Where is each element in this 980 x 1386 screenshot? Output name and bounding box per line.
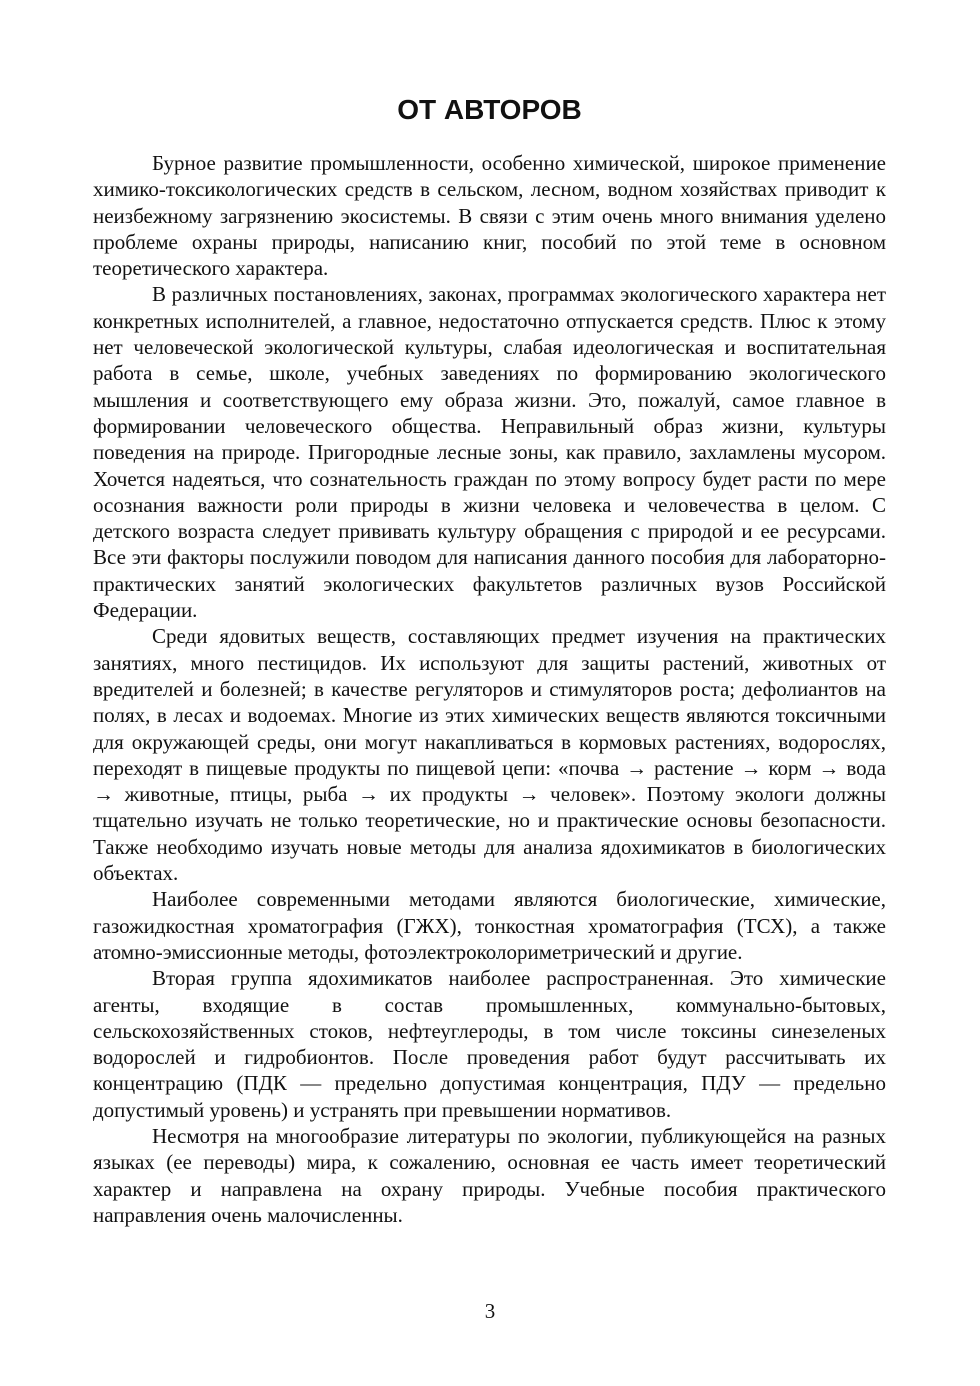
document-page <box>93 92 886 1228</box>
paragraph-3: Среди ядовитых веществ, составляющих предмет изучения на практических занятиях, много пестицидов. Их используют для защиты растений, животных от вредителей и болезней; в качестве регуляторов и стимуляторов роста; дефолиантов на полях, в лесах и водоемах. Многие из этих химических веществ являются токсичными для окружающей среды, они могут накапливаться в кормовых растениях, водорослях, переходят в пищевые продукты по пищевой цепи: «почва → растение → корм → вода → животные, птицы, рыба → их продукты → человек». Поэтому экологи должны тщательно изучать не только теоретические, но и практические основы безопасности. Также необходимо изучать новые методы для анализа ядохимикатов в биологических объектах. <box>93 624 886 886</box>
paragraph-1: Бурное развитие промышленности, особенно химической, широкое применение химико-токсикологических средств в сельском, лесном, водном хозяйствах приводит к неизбежному загрязнению экосистемы. В связи с этим очень много внимания уделено проблеме охраны природы, написанию книг, пособий по этой теме в основном теоретического характера. <box>93 151 886 281</box>
paragraph-4: Наиболее современными методами являются биологические, химические, газожидкостная хроматография (ГЖХ), тонкостная хроматография (ТСХ), а также атомно-эмиссионные методы, фотоэлектроколориметрический и другие. <box>93 887 886 964</box>
paragraph-5: Вторая группа ядохимикатов наиболее распространенная. Это химические агенты, входящие в состав промышленных, коммунально-бытовых, сельскохозяйственных стоков, нефтеуглероды, в том числе токсины синезеленых водорослей и гидробионтов. После проведения работ будут рассчитывать их концентрацию (ПДК — предельно допустимая концентрация, ПДУ — предельно допустимый уровень) и устранять при превышении нормативов. <box>93 966 886 1122</box>
page-title: ОТ АВТОРОВ <box>397 94 582 125</box>
paragraph-2: В различных постановлениях, законах, программах экологического характера нет конкретных исполнителей, а главное, недостаточно отпускается средств. Плюс к этому нет человеческой экологической культуры, слабая идеологическая и воспитательная работа в семье, школе, учебных заведениях по формированию экологического мышления и соответствующего ему образа жизни. Это, пожалуй, самое главное в формировании человеческого общества. Неправильный образ жизни, культуры поведения на природе. Пригородные лесные зоны, как правило, захламлены мусором. Хочется надеяться, что сознательность граждан по этому вопросу будет расти по мере осознания важности роли природы в жизни человека и человечества в целом. С детского возраста следует прививать культуру обращения с природой и ее ресурсами. Все эти факторы послужили поводом для написания данного пособия для лабораторно-практических занятий экологических факультетов различных вузов Российской Федерации. <box>93 282 886 623</box>
page-number: 3 <box>484 1299 496 1323</box>
paragraph-6: Несмотря на многообразие литературы по экологии, публикующейся на разных языках (ее переводы) мира, к сожалению, основная ее часть имеет теоретический характер и направлена на охрану природы. Учебные пособия практического направления очень малочисленны. <box>93 1123 886 1227</box>
